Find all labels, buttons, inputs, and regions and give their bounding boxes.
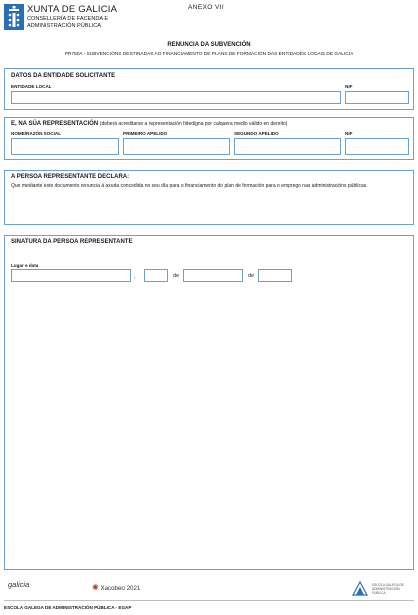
signature-section-title: SINATURA DA PERSOA REPRESENTANTE <box>11 239 133 245</box>
de-separator-1: de <box>173 273 180 279</box>
entity-label: ENTIDADE LOCAL <box>11 84 52 89</box>
egap-logo <box>372 583 404 595</box>
xacobeo-logo-text: Xacobeo 2021 <box>100 585 141 592</box>
annex-label: ANEXO VII <box>188 4 225 11</box>
declaration-section-title: A PERSOA REPRESENTANTE DECLARA: <box>11 174 130 180</box>
applicant-nif-label: NIF <box>345 84 353 89</box>
entity-input[interactable] <box>11 91 341 104</box>
place-date-label: Lugar e data <box>11 263 39 268</box>
xunta-logo-icon <box>4 4 24 30</box>
egap-logo-line-2: ADMINISTRACIÓN <box>372 587 400 591</box>
org-name: XUNTA DE GALICIA <box>27 4 118 15</box>
document-subtitle: PR780A - SUBVENCIÓNS DESTINADAS AO FINANCIAMENTO DE PLANS DE FORMACIÓN DAS ENTIDADES LOCAIS DE GALICIA <box>64 52 354 57</box>
surname2-label: SEGUNDO APELIDO <box>234 131 279 136</box>
footer-text: ESCOLA GALEGA DE ADMINISTRACIÓN PÚBLICA - EGAP <box>4 605 132 610</box>
representative-note: (deberá acreditarse a representación fidedigna por calquera medio válido en dereito) <box>99 121 288 127</box>
de-separator-2: de <box>248 273 255 279</box>
declaration-text: Que mediante este documento renuncia á axuda concedida no seu día para o financiamento do plan de formación para o emprego nas administracións públicas. <box>11 183 368 189</box>
egap-logo-line-3: PÚBLICA <box>372 591 386 595</box>
name-label: NOME/RAZÓN SOCIAL <box>11 131 62 136</box>
surname1-label: PRIMEIRO APELIDO <box>123 131 168 136</box>
name-input[interactable] <box>11 138 119 155</box>
representative-section-title <box>11 121 287 127</box>
galicia-logo: galicia <box>8 580 30 589</box>
department-line-2: ADMINISTRACIÓN PÚBLICA <box>27 23 101 29</box>
xacobeo-logo <box>92 583 140 592</box>
representative-nif-input[interactable] <box>345 138 409 155</box>
department-line-1: CONSELLERÍA DE FACENDA E <box>27 16 109 22</box>
signature-frame <box>4 235 414 570</box>
declaration-section <box>4 170 414 225</box>
representative-section <box>4 117 414 160</box>
surname1-input[interactable] <box>123 138 230 155</box>
comma-separator: , <box>134 274 136 280</box>
department-name <box>27 16 108 30</box>
surname2-input[interactable] <box>234 138 341 155</box>
xacobeo-mark-icon: ✺ <box>92 583 99 592</box>
applicant-nif-input[interactable] <box>345 91 409 104</box>
representative-title-text: E, NA SÚA REPRESENTACIÓN <box>11 121 99 127</box>
document-title: RENUNCIA DA SUBVENCIÓN <box>167 42 251 48</box>
applicant-section <box>4 68 414 110</box>
month-input[interactable] <box>183 269 243 282</box>
representative-nif-label: NIF <box>345 131 353 136</box>
egap-logo-line-1: ESCOLA GALEGA DE <box>372 583 404 587</box>
footer-divider <box>4 600 414 601</box>
applicant-section-title: DATOS DA ENTIDADE SOLICITANTE <box>11 73 116 79</box>
egap-mark-icon <box>352 580 368 596</box>
day-input[interactable] <box>144 269 168 282</box>
year-input[interactable] <box>258 269 292 282</box>
place-input[interactable] <box>11 269 131 282</box>
